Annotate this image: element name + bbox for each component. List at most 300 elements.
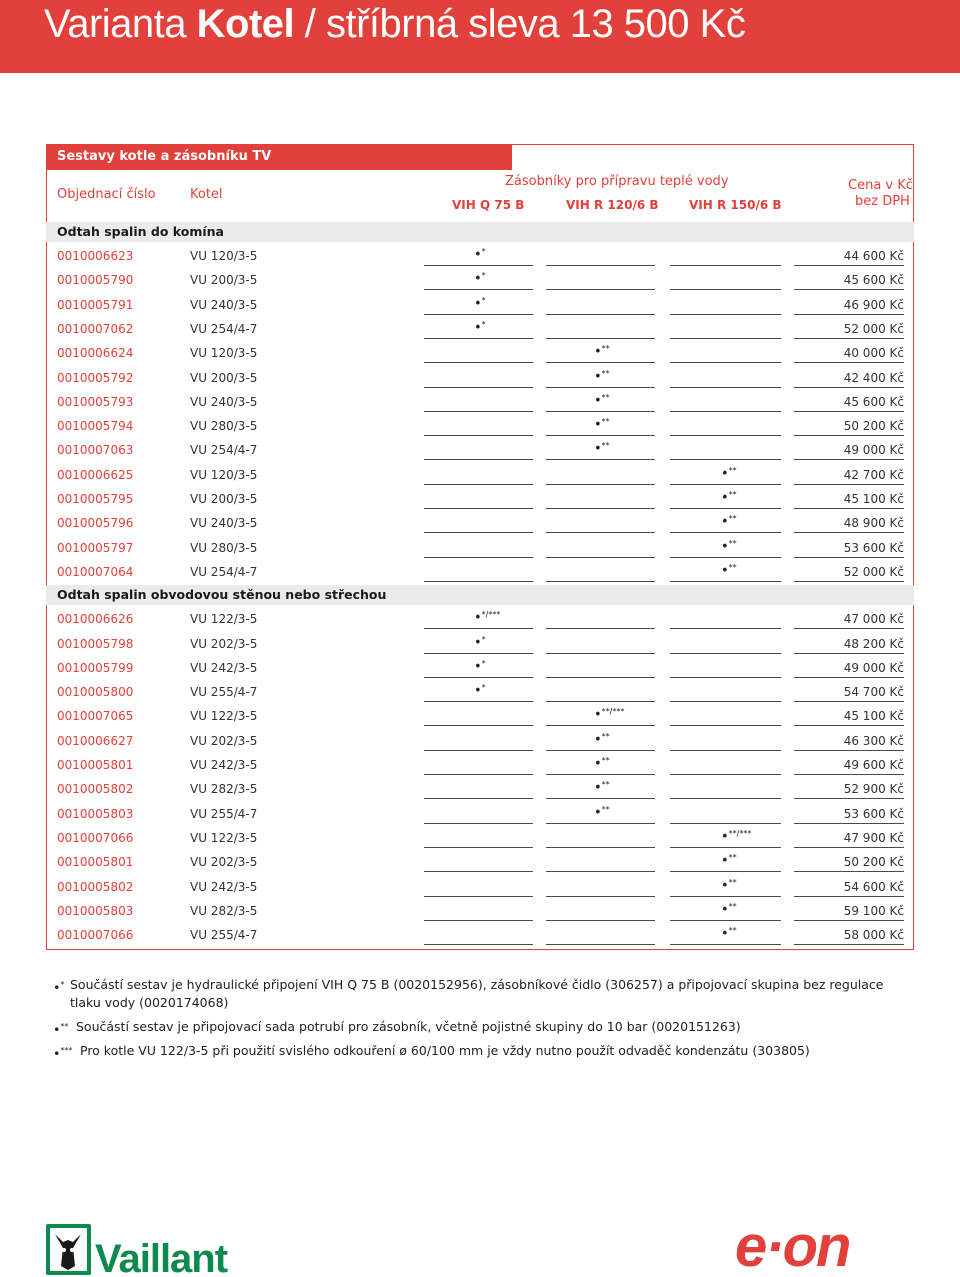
bullet-icon: •	[594, 442, 602, 458]
cell-underline	[670, 435, 781, 436]
order-number: 0010005793	[57, 394, 134, 409]
cell-underline	[670, 411, 781, 412]
price: 53 600 Kč	[843, 806, 904, 821]
bullet-icon: •	[594, 708, 602, 724]
cell-underline	[546, 508, 655, 509]
order-number: 0010005801	[57, 855, 134, 870]
cell-underline	[670, 581, 781, 582]
bullet-icon: •	[474, 247, 482, 263]
cell-underline	[670, 896, 781, 897]
cell-underline	[546, 871, 655, 872]
cell-underline	[546, 459, 655, 460]
cell-underline	[424, 847, 533, 848]
cell-underline	[424, 628, 533, 629]
tank-mark	[474, 247, 486, 263]
bullet-icon: •	[594, 732, 602, 748]
boiler-model: VU 242/3-5	[190, 758, 258, 772]
bullet-icon: •	[721, 878, 729, 894]
cell-underline	[794, 725, 904, 726]
cell-underline	[670, 484, 781, 485]
tank-mark-label: **	[601, 392, 610, 402]
cell-underline	[424, 677, 533, 678]
cell-underline	[794, 677, 904, 678]
boiler-model: VU 254/4-7	[190, 564, 258, 579]
cell-underline	[424, 653, 533, 654]
boiler-model: VU 280/3-5	[190, 419, 258, 434]
cell-underline	[670, 459, 781, 460]
boiler-model: VU 280/3-5	[190, 540, 258, 555]
title-banner	[0, 0, 960, 73]
bullet-icon: •	[594, 805, 602, 821]
tank-mark-label: *	[481, 247, 486, 256]
cell-underline	[424, 581, 533, 582]
boiler-model: VU 240/3-5	[190, 297, 258, 312]
price: 54 600 Kč	[843, 879, 904, 894]
cell-underline	[424, 314, 533, 315]
cell-underline	[670, 557, 781, 558]
tank-mark	[474, 610, 500, 626]
tank-mark-label: *	[481, 295, 486, 305]
cell-underline	[424, 774, 533, 775]
cell-underline	[794, 653, 904, 654]
cell-underline	[794, 701, 904, 702]
cell-underline	[424, 557, 533, 558]
cell-underline	[546, 484, 655, 485]
page-title: Varianta Kotel / stříbrná sleva 13 500 Kč	[44, 2, 746, 46]
cell-underline	[424, 896, 533, 897]
cell-underline	[670, 677, 781, 678]
cell-underline	[670, 774, 781, 775]
tank-mark-label: **	[728, 465, 737, 475]
tank-mark	[721, 926, 737, 942]
table-row	[46, 269, 914, 293]
table-row	[46, 633, 914, 657]
cell-underline	[794, 581, 904, 582]
cell-underline	[546, 435, 655, 436]
cell-underline	[670, 265, 781, 266]
bullet-icon: •	[474, 635, 482, 651]
cell-underline	[794, 628, 904, 629]
table-row	[46, 512, 914, 536]
price: 49 600 Kč	[843, 758, 904, 772]
cell-underline	[424, 387, 533, 388]
order-number: 0010007065	[57, 709, 134, 724]
table-row	[46, 681, 914, 705]
table-row	[46, 657, 914, 681]
price: 49 000 Kč	[843, 660, 904, 675]
tank-mark	[721, 853, 737, 869]
price: 45 100 Kč	[843, 709, 904, 724]
table-row	[46, 439, 914, 463]
tank-mark-label: **	[601, 344, 610, 354]
tank-mark-label: **	[601, 368, 610, 378]
cell-underline	[546, 387, 655, 388]
bullet-icon: •	[594, 417, 602, 433]
tank-mark	[594, 441, 610, 457]
bullet-icon: •*	[53, 980, 65, 996]
price: 46 900 Kč	[843, 297, 904, 312]
cell-underline	[794, 798, 904, 799]
cell-underline	[546, 847, 655, 848]
cell-underline	[794, 774, 904, 775]
header-tank-1: VIH Q 75 B	[452, 198, 525, 212]
cell-underline	[794, 508, 904, 509]
cell-underline	[670, 944, 781, 945]
table-row	[46, 705, 914, 729]
tank-mark	[721, 466, 737, 482]
cell-underline	[794, 532, 904, 533]
boiler-model: VU 120/3-5	[190, 249, 258, 263]
price: 47 900 Kč	[843, 830, 904, 845]
bullet-icon: •	[594, 393, 602, 409]
order-number: 0010006627	[57, 733, 134, 748]
price: 58 000 Kč	[843, 928, 904, 943]
boiler-model: VU 202/3-5	[190, 636, 258, 651]
cell-underline	[670, 701, 781, 702]
tank-mark-label: **	[728, 926, 737, 936]
table-row	[46, 730, 914, 754]
tank-mark	[594, 780, 610, 796]
bullet-icon: •	[721, 902, 729, 918]
tank-mark	[474, 683, 486, 699]
footnote-text: Součástí sestav je připojovací sada potrubí pro zásobník, včetně pojistné skupiny do 10 bar (0020151263)	[76, 1019, 741, 1034]
tank-mark	[721, 829, 751, 845]
boiler-model: VU 120/3-5	[190, 467, 258, 482]
boiler-model: VU 255/4-7	[190, 685, 258, 700]
cell-underline	[546, 774, 655, 775]
price: 46 300 Kč	[843, 733, 904, 748]
cell-underline	[546, 581, 655, 582]
tank-mark	[594, 732, 610, 748]
cell-underline	[424, 823, 533, 824]
order-number: 0010005801	[57, 758, 134, 772]
boiler-model: VU 200/3-5	[190, 370, 258, 385]
table-row	[46, 245, 914, 269]
cell-underline	[546, 798, 655, 799]
cell-underline	[546, 289, 655, 290]
cell-underline	[424, 920, 533, 921]
table-title: Sestavy kotle a zásobníku TV	[46, 144, 512, 170]
cell-underline	[546, 314, 655, 315]
cell-underline	[670, 823, 781, 824]
bullet-icon: •	[721, 490, 729, 506]
cell-underline	[794, 411, 904, 412]
cell-underline	[794, 484, 904, 485]
boiler-model: VU 200/3-5	[190, 492, 258, 506]
bullet-icon: •	[594, 369, 602, 385]
price: 50 200 Kč	[843, 855, 904, 870]
table-row	[46, 391, 914, 415]
cell-underline	[546, 653, 655, 654]
table-top-rule	[512, 144, 914, 145]
cell-underline	[794, 557, 904, 558]
header-tanks: Zásobníky pro přípravu teplé vody	[505, 174, 729, 189]
price: 52 000 Kč	[843, 321, 904, 336]
table-row	[46, 924, 914, 948]
vaillant-logo	[45, 1222, 245, 1276]
tank-mark-label: **	[601, 780, 610, 790]
price: 52 900 Kč	[843, 782, 904, 797]
price: 59 100 Kč	[843, 903, 904, 918]
boiler-model: VU 255/4-7	[190, 928, 258, 943]
boiler-model: VU 122/3-5	[190, 612, 258, 627]
cell-underline	[424, 701, 533, 702]
order-number: 0010005796	[57, 516, 134, 531]
cell-underline	[546, 750, 655, 751]
table-row	[46, 900, 914, 924]
cell-underline	[424, 725, 533, 726]
cell-underline	[670, 798, 781, 799]
bullet-icon: •	[721, 563, 729, 579]
tank-mark-label: **	[728, 490, 737, 499]
cell-underline	[670, 532, 781, 533]
cell-underline	[670, 387, 781, 388]
tank-mark	[594, 393, 610, 409]
price: 54 700 Kč	[843, 685, 904, 700]
order-number: 0010006626	[57, 612, 134, 627]
footnote-2	[53, 1018, 913, 1036]
price: 45 600 Kč	[843, 273, 904, 288]
cell-underline	[424, 362, 533, 363]
table-row	[46, 827, 914, 851]
boiler-model: VU 254/4-7	[190, 321, 258, 336]
tank-mark	[594, 344, 610, 360]
order-number: 0010005799	[57, 660, 134, 675]
bullet-icon: •	[721, 926, 729, 942]
header-price-line2: bez DPH	[855, 194, 910, 209]
bullet-icon: •**	[53, 1022, 69, 1038]
price: 44 600 Kč	[843, 249, 904, 263]
order-number: 0010007063	[57, 443, 134, 458]
table-row	[46, 608, 914, 632]
boiler-model: VU 122/3-5	[190, 709, 258, 724]
boiler-model: VU 240/3-5	[190, 394, 258, 409]
boiler-model: VU 202/3-5	[190, 733, 258, 748]
cell-underline	[424, 508, 533, 509]
cell-underline	[546, 557, 655, 558]
price: 45 100 Kč	[843, 492, 904, 506]
price: 53 600 Kč	[843, 540, 904, 555]
bullet-icon: •	[721, 514, 729, 530]
bullet-icon: •	[594, 344, 602, 360]
cell-underline	[424, 411, 533, 412]
cell-underline	[546, 701, 655, 702]
table-row	[46, 876, 914, 900]
header-tank-2: VIH R 120/6 B	[566, 198, 659, 212]
order-number: 0010007066	[57, 928, 134, 943]
table-row	[46, 537, 914, 561]
bullet-icon: •	[721, 466, 729, 482]
order-number: 0010005803	[57, 806, 134, 821]
cell-underline	[794, 459, 904, 460]
bullet-icon: •	[474, 683, 482, 699]
tank-mark	[721, 514, 737, 530]
eon-logo	[733, 1212, 919, 1276]
cell-underline	[424, 944, 533, 945]
order-number: 0010005803	[57, 903, 134, 918]
group-header	[46, 585, 914, 605]
price: 45 600 Kč	[843, 394, 904, 409]
cell-underline	[546, 532, 655, 533]
header-tank-3: VIH R 150/6 B	[689, 198, 782, 212]
tank-mark-label: **	[728, 514, 737, 524]
price: 49 000 Kč	[843, 443, 904, 458]
tank-mark	[721, 878, 737, 894]
cell-underline	[546, 896, 655, 897]
price: 48 900 Kč	[843, 516, 904, 531]
table-row	[46, 803, 914, 827]
tank-mark-label: **	[728, 877, 737, 887]
order-number: 0010007066	[57, 830, 134, 845]
cell-underline	[546, 823, 655, 824]
footnote-3	[53, 1042, 913, 1060]
order-number: 0010005802	[57, 782, 134, 797]
cell-underline	[670, 289, 781, 290]
tank-mark-label: **	[728, 538, 737, 548]
tank-mark	[474, 320, 486, 336]
table-row	[46, 464, 914, 488]
tank-mark-label: **	[601, 756, 610, 765]
tank-mark-label: *	[481, 271, 486, 281]
bullet-icon: •	[474, 320, 482, 336]
table-row	[46, 488, 914, 512]
cell-underline	[424, 484, 533, 485]
boiler-model: VU 240/3-5	[190, 516, 258, 531]
boiler-model: VU 255/4-7	[190, 806, 258, 821]
tank-mark	[594, 369, 610, 385]
group-label: Odtah spalin obvodovou stěnou nebo střechou	[57, 587, 387, 603]
tank-mark-label: *	[481, 683, 486, 693]
bullet-icon: •	[474, 610, 482, 626]
tank-mark-label: **	[601, 731, 610, 741]
tank-mark	[474, 659, 486, 675]
cell-underline	[794, 338, 904, 339]
tank-mark-label: **/***	[728, 828, 752, 838]
cell-underline	[424, 435, 533, 436]
tank-mark	[594, 707, 624, 723]
tank-mark	[721, 490, 737, 506]
cell-underline	[794, 314, 904, 315]
table-header	[46, 170, 914, 212]
bullet-icon: •	[474, 271, 482, 287]
cell-underline	[670, 508, 781, 509]
tank-mark-label: **	[601, 417, 610, 427]
boiler-model: VU 282/3-5	[190, 903, 258, 918]
svg-text:Vaillant: Vaillant	[95, 1237, 228, 1276]
table-row	[46, 851, 914, 875]
table-row	[46, 318, 914, 342]
tank-mark-label: **	[601, 804, 610, 814]
tank-mark-label: **/***	[601, 707, 625, 717]
order-number: 0010006624	[57, 346, 134, 361]
table-row	[46, 342, 914, 366]
cell-underline	[794, 920, 904, 921]
cell-underline	[670, 750, 781, 751]
cell-underline	[670, 362, 781, 363]
cell-underline	[424, 871, 533, 872]
cell-underline	[546, 944, 655, 945]
cell-underline	[424, 265, 533, 266]
tank-mark	[474, 271, 486, 287]
bullet-icon: •	[721, 853, 729, 869]
price: 52 000 Kč	[843, 564, 904, 579]
cell-underline	[546, 725, 655, 726]
cell-underline	[670, 920, 781, 921]
price: 48 200 Kč	[843, 636, 904, 651]
cell-underline	[546, 920, 655, 921]
price: 42 700 Kč	[843, 467, 904, 482]
cell-underline	[424, 532, 533, 533]
table-row	[46, 561, 914, 585]
svg-text:e·on: e·on	[735, 1214, 850, 1276]
cell-underline	[546, 362, 655, 363]
price: 40 000 Kč	[843, 346, 904, 361]
boiler-model: VU 242/3-5	[190, 660, 258, 675]
bullet-icon: •	[474, 296, 482, 312]
bullet-icon: •	[594, 756, 602, 772]
tank-mark-label: */***	[481, 610, 501, 620]
boiler-model: VU 254/4-7	[190, 443, 258, 458]
tank-mark-label: *	[481, 319, 486, 329]
tank-mark	[474, 296, 486, 312]
order-number: 0010007062	[57, 321, 134, 336]
cell-underline	[546, 411, 655, 412]
tank-mark-label: **	[728, 853, 737, 863]
cell-underline	[794, 896, 904, 897]
bullet-icon: •***	[53, 1046, 73, 1062]
table-row	[46, 367, 914, 391]
bullet-icon: •	[721, 829, 729, 845]
group-label: Odtah spalin do komína	[57, 224, 224, 239]
tank-mark	[594, 805, 610, 821]
tank-mark	[474, 635, 486, 651]
cell-underline	[424, 750, 533, 751]
bullet-icon: •	[594, 780, 602, 796]
boiler-model: VU 122/3-5	[190, 830, 258, 845]
tank-mark-label: **	[601, 441, 610, 451]
header-order: Objednací číslo	[57, 187, 156, 202]
order-number: 0010005792	[57, 370, 134, 385]
cell-underline	[794, 944, 904, 945]
order-number: 0010005790	[57, 273, 134, 288]
cell-underline	[424, 338, 533, 339]
tank-mark-label: **	[728, 901, 737, 911]
tank-mark	[594, 756, 610, 772]
cell-underline	[670, 314, 781, 315]
tank-mark-label: *	[481, 634, 486, 644]
boiler-model: VU 202/3-5	[190, 855, 258, 870]
tank-mark	[721, 902, 737, 918]
footnote-text: Součástí sestav je hydraulické připojení VIH Q 75 B (0020152956), zásobníkové čidlo (306257) a připojovací skupina bez regulace tlaku vody (0020174068)	[70, 977, 884, 1010]
boiler-model: VU 242/3-5	[190, 879, 258, 894]
cell-underline	[794, 823, 904, 824]
table-row	[46, 294, 914, 318]
order-number: 0010005797	[57, 540, 134, 555]
order-number: 0010007064	[57, 564, 134, 579]
cell-underline	[670, 847, 781, 848]
cell-underline	[794, 871, 904, 872]
cell-underline	[546, 628, 655, 629]
footnote-1	[53, 976, 913, 1012]
cell-underline	[794, 435, 904, 436]
cell-underline	[794, 387, 904, 388]
bullet-icon: •	[721, 539, 729, 555]
cell-underline	[424, 289, 533, 290]
header-price-line1: Cena v Kč	[848, 178, 913, 193]
price: 50 200 Kč	[843, 419, 904, 434]
tank-mark	[721, 563, 737, 579]
cell-underline	[670, 628, 781, 629]
